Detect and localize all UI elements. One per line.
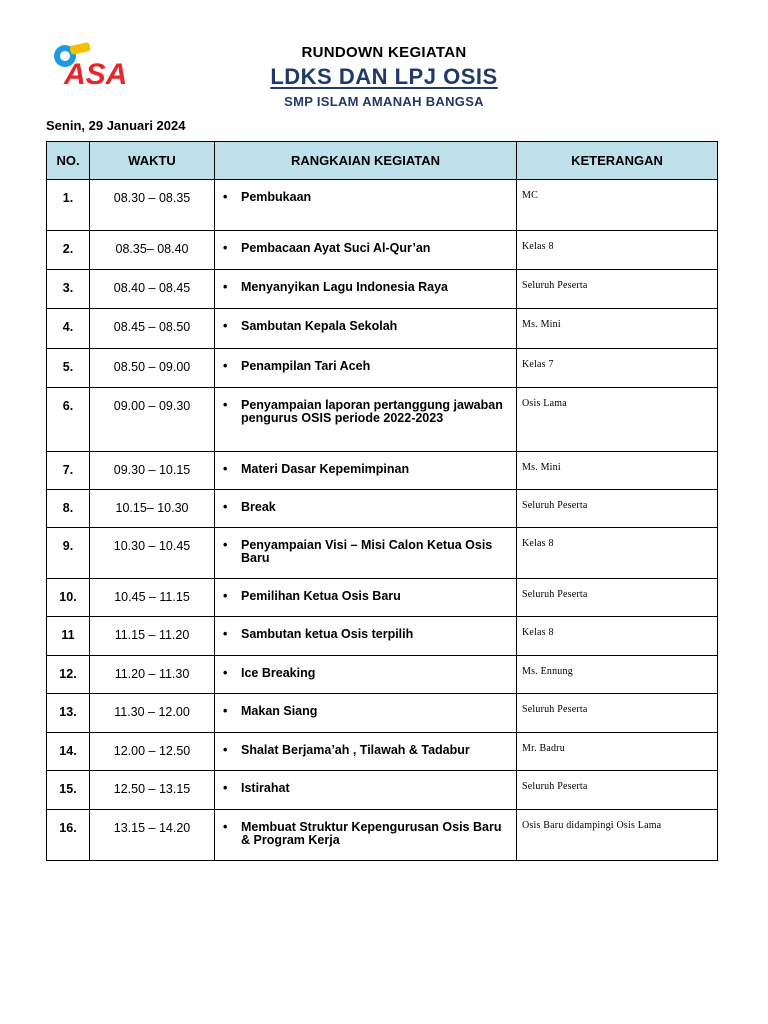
row-number: 4. xyxy=(47,309,90,349)
bullet-icon: • xyxy=(223,538,228,552)
table-row xyxy=(47,452,718,490)
row-note: Seluruh Peserta xyxy=(517,270,718,309)
activity-text: Istirahat xyxy=(241,781,290,795)
row-number: 12. xyxy=(47,656,90,694)
bullet-icon: • xyxy=(223,190,228,204)
row-activity xyxy=(215,694,517,733)
activity-text: Materi Dasar Kepemimpinan xyxy=(241,462,410,476)
table-row xyxy=(47,349,718,388)
row-note: Kelas 7 xyxy=(517,349,718,388)
table-row xyxy=(47,733,718,771)
row-note: Ms. Mini xyxy=(517,309,718,349)
row-note: Kelas 8 xyxy=(517,528,718,579)
row-time: 12.50 – 13.15 xyxy=(90,771,215,810)
column-header-activity: RANGKAIAN KEGIATAN xyxy=(215,142,517,180)
row-activity xyxy=(215,180,517,231)
table-row xyxy=(47,490,718,528)
bullet-icon: • xyxy=(223,820,228,834)
row-note: Seluruh Peserta xyxy=(517,771,718,810)
activity-text: Ice Breaking xyxy=(241,666,316,680)
row-activity xyxy=(215,309,517,349)
row-number: 16. xyxy=(47,810,90,861)
activity-text: Sambutan Kepala Sekolah xyxy=(241,319,398,333)
column-header-no: NO. xyxy=(47,142,90,180)
event-title: LDKS DAN LPJ OSIS xyxy=(270,64,498,89)
row-activity xyxy=(215,270,517,309)
row-time: 11.20 – 11.30 xyxy=(90,656,215,694)
activity-text: Penyampaian laporan pertanggung jawaban pengurus OSIS periode 2022-2023 xyxy=(241,398,503,425)
row-note: Osis Baru didampingi Osis Lama xyxy=(517,810,718,861)
row-time: 10.15– 10.30 xyxy=(90,490,215,528)
table-row xyxy=(47,309,718,349)
row-number: 5. xyxy=(47,349,90,388)
row-number: 9. xyxy=(47,528,90,579)
row-note: Kelas 8 xyxy=(517,617,718,656)
table-row xyxy=(47,656,718,694)
row-activity xyxy=(215,528,517,579)
row-activity xyxy=(215,452,517,490)
activity-text: Sambutan ketua Osis terpilih xyxy=(241,627,414,641)
row-time: 08.40 – 08.45 xyxy=(90,270,215,309)
row-number: 2. xyxy=(47,231,90,270)
table-row xyxy=(47,231,718,270)
row-note: Seluruh Peserta xyxy=(517,579,718,617)
table-row xyxy=(47,579,718,617)
bullet-icon: • xyxy=(223,704,228,718)
row-activity xyxy=(215,579,517,617)
bullet-icon: • xyxy=(223,280,228,294)
table-row xyxy=(47,270,718,309)
row-activity xyxy=(215,771,517,810)
bullet-icon: • xyxy=(223,666,228,680)
table-row xyxy=(47,388,718,452)
row-time: 08.50 – 09.00 xyxy=(90,349,215,388)
bullet-icon: • xyxy=(223,398,228,412)
row-activity xyxy=(215,231,517,270)
row-time: 11.15 – 11.20 xyxy=(90,617,215,656)
table-row xyxy=(47,528,718,579)
column-header-time: WAKTU xyxy=(90,142,215,180)
bullet-icon: • xyxy=(223,241,228,255)
row-activity xyxy=(215,349,517,388)
row-time: 10.30 – 10.45 xyxy=(90,528,215,579)
activity-text: Break xyxy=(241,500,276,514)
row-number: 11 xyxy=(47,617,90,656)
row-note: Ms. Mini xyxy=(517,452,718,490)
table-row xyxy=(47,771,718,810)
row-number: 7. xyxy=(47,452,90,490)
school-name: SMP ISLAM AMANAH BANGSA xyxy=(284,94,484,109)
row-number: 14. xyxy=(47,733,90,771)
activity-text: Penampilan Tari Aceh xyxy=(241,359,371,373)
row-time: 12.00 – 12.50 xyxy=(90,733,215,771)
bullet-icon: • xyxy=(223,743,228,757)
svg-text:ASA: ASA xyxy=(64,58,128,90)
table-header-row xyxy=(47,142,718,180)
table-row xyxy=(47,617,718,656)
row-activity xyxy=(215,388,517,452)
row-time: 13.15 – 14.20 xyxy=(90,810,215,861)
row-number: 1. xyxy=(47,180,90,231)
row-number: 13. xyxy=(47,694,90,733)
row-note: Osis Lama xyxy=(517,388,718,452)
row-time: 08.30 – 08.35 xyxy=(90,180,215,231)
row-number: 10. xyxy=(47,579,90,617)
activity-text: Penyampaian Visi – Misi Calon Ketua Osis Baru xyxy=(241,538,493,565)
bullet-icon: • xyxy=(223,627,228,641)
bullet-icon: • xyxy=(223,359,228,373)
table-row xyxy=(47,694,718,733)
row-note: Mr. Badru xyxy=(517,733,718,771)
schedule-table xyxy=(46,141,718,861)
activity-text: Pembacaan Ayat Suci Al-Qur’an xyxy=(241,241,431,255)
row-activity xyxy=(215,810,517,861)
bullet-icon: • xyxy=(223,500,228,514)
row-time: 08.35– 08.40 xyxy=(90,231,215,270)
activity-text: Makan Siang xyxy=(241,704,318,718)
bullet-icon: • xyxy=(223,589,228,603)
event-date: Senin, 29 Januari 2024 xyxy=(46,118,186,133)
row-activity xyxy=(215,656,517,694)
row-time: 08.45 – 08.50 xyxy=(90,309,215,349)
row-number: 15. xyxy=(47,771,90,810)
bullet-icon: • xyxy=(223,319,228,333)
bullet-icon: • xyxy=(223,781,228,795)
row-number: 8. xyxy=(47,490,90,528)
bullet-icon: • xyxy=(223,462,228,476)
activity-text: Membuat Struktur Kepengurusan Osis Baru & Program Kerja xyxy=(241,820,502,847)
row-number: 6. xyxy=(47,388,90,452)
activity-text: Pemilihan Ketua Osis Baru xyxy=(241,589,401,603)
row-time: 09.00 – 09.30 xyxy=(90,388,215,452)
table-row xyxy=(47,810,718,861)
row-note: Kelas 8 xyxy=(517,231,718,270)
row-time: 09.30 – 10.15 xyxy=(90,452,215,490)
row-note: Ms. Ennung xyxy=(517,656,718,694)
table-row xyxy=(47,180,718,231)
activity-text: Pembukaan xyxy=(241,190,312,204)
row-note: Seluruh Peserta xyxy=(517,490,718,528)
activity-text: Shalat Berjama’ah , Tilawah & Tadabur xyxy=(241,743,470,757)
row-activity xyxy=(215,733,517,771)
row-note: Seluruh Peserta xyxy=(517,694,718,733)
document-title: RUNDOWN KEGIATAN xyxy=(301,44,467,61)
row-activity xyxy=(215,490,517,528)
column-header-note: KETERANGAN xyxy=(517,142,718,180)
activity-text: Menyanyikan Lagu Indonesia Raya xyxy=(241,280,449,294)
row-time: 10.45 – 11.15 xyxy=(90,579,215,617)
row-note: MC xyxy=(517,180,718,231)
row-activity xyxy=(215,617,517,656)
row-number: 3. xyxy=(47,270,90,309)
row-time: 11.30 – 12.00 xyxy=(90,694,215,733)
